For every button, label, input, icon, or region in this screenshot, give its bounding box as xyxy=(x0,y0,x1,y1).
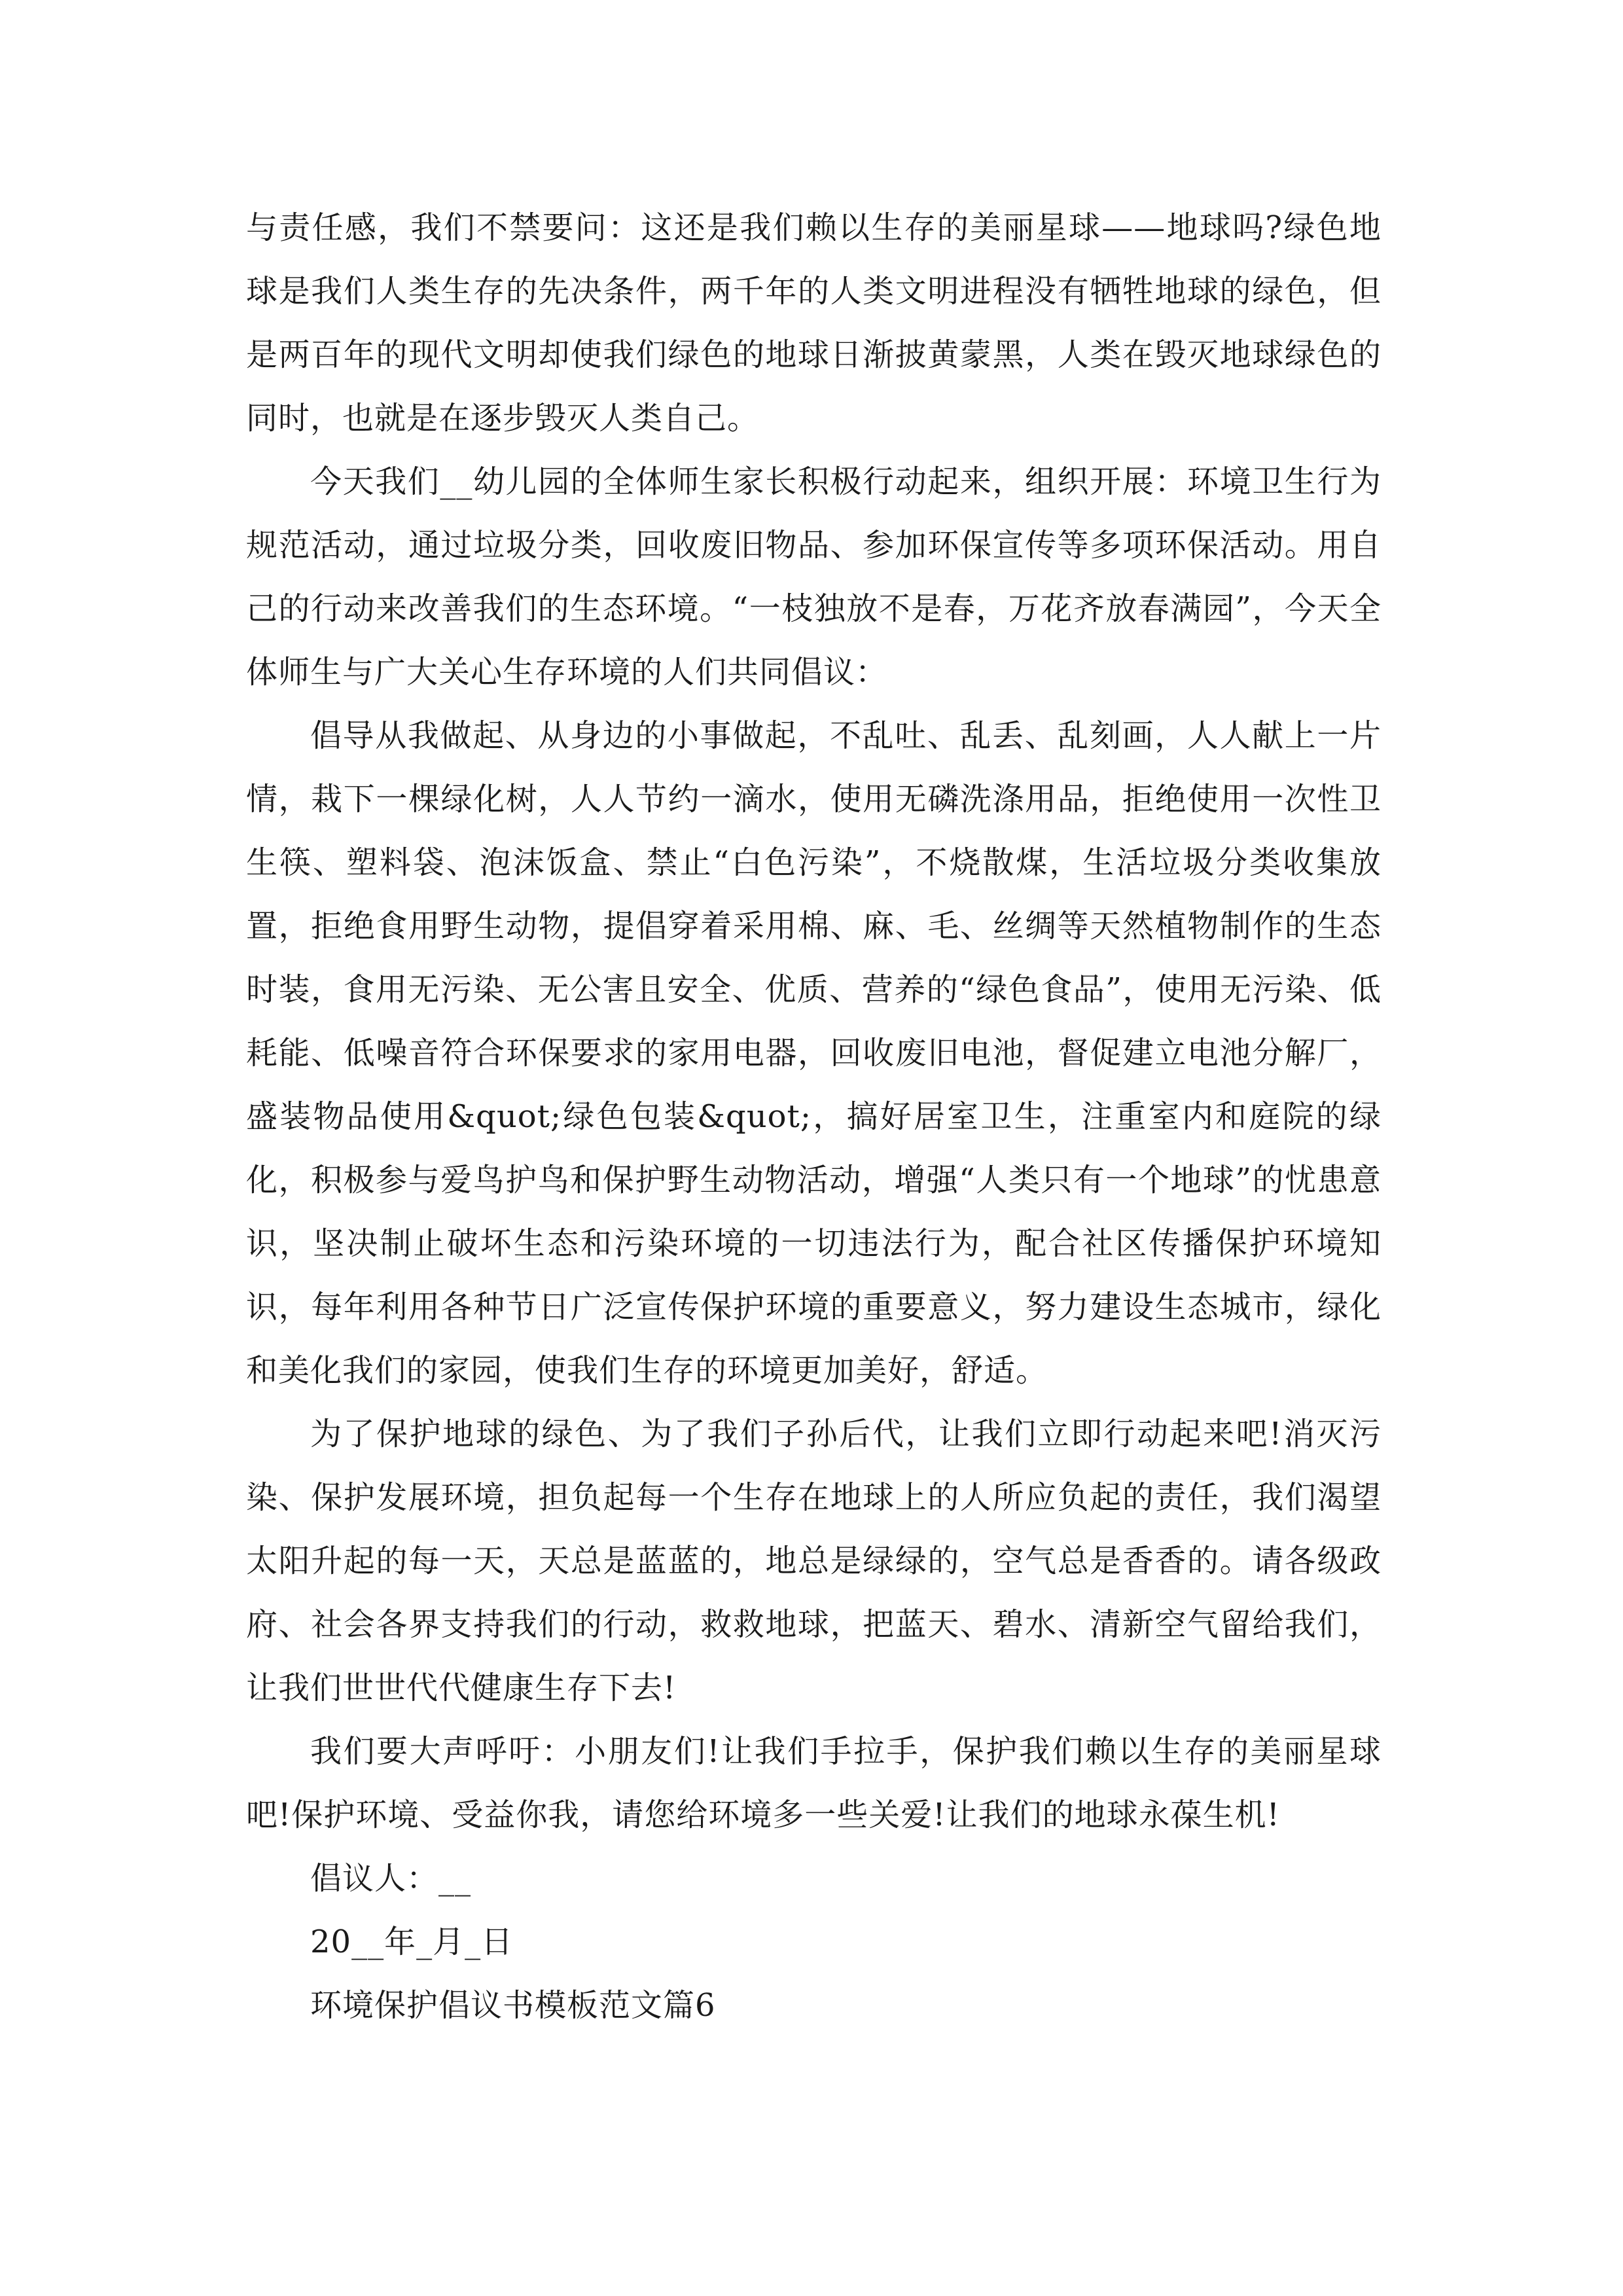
paragraph-4: 为了保护地球的绿色、为了我们子孙后代，让我们立即行动起来吧!消灭污染、保护发展环境，担负起每一个生存在地球上的人所应负起的责任，我们渴望太阳升起的每一天，天总是蓝蓝的，地总是绿绿的，空气总是香香的。请各级政府、社会各界支持我们的行动，救救地球，把蓝天、碧水、清新空气留给我们，让我们世世代代健康生存下去! xyxy=(246,1416,1382,1706)
paragraph-5: 我们要大声呼吁：小朋友们!让我们手拉手，保护我们赖以生存的美丽星球吧!保护环境、受益你我，请您给环境多一些关爱!让我们的地球永葆生机! xyxy=(246,1733,1382,1833)
paragraph-2: 今天我们__幼儿园的全体师生家长积极行动起来，组织开展：环境卫生行为规范活动，通过垃圾分类，回收废旧物品、参加环保宣传等多项环保活动。用自己的行动来改善我们的生态环境。“一枝独放不是春，万花齐放春满园”，今天全体师生与广大关心生存环境的人们共同倡议： xyxy=(246,463,1382,691)
paragraph-3: 倡导从我做起、从身边的小事做起，不乱吐、乱丢、乱刻画，人人献上一片情，栽下一棵绿化树，人人节约一滴水，使用无磷洗涤用品，拒绝使用一次性卫生筷、塑料袋、泡沫饭盒、禁止“白色污染”，不烧散煤，生活垃圾分类收集放置，拒绝食用野生动物，提倡穿着采用棉、麻、毛、丝绸等天然植物制作的生态时装，食用无污染、无公害且安全、优质、营养的“绿色食品”，使用无污染、低耗能、低噪音符合环保要求的家用电器，回收废旧电池，督促建立电池分解厂，盛装物品使用&quot;绿色包装&quot;，搞好居室卫生，注重室内和庭院的绿化，积极参与爱鸟护鸟和保护野生动物活动，增强“人类只有一个地球”的忧患意识，坚决制止破坏生态和污染环境的一切违法行为，配合社区传播保护环境知识，每年利用各种节日广泛宣传保护环境的重要意义，努力建设生态城市，绿化和美化我们的家园，使我们生存的环境更加美好，舒适。 xyxy=(246,717,1382,1389)
paragraph-1: 与责任感，我们不禁要问：这还是我们赖以生存的美丽星球——地球吗?绿色地球是我们人类生存的先决条件，两千年的人类文明进程没有牺牲地球的绿色，但是两百年的现代文明却使我们绿色的地球日渐披黄蒙黑，人类在毁灭地球绿色的同时，也就是在逐步毁灭人类自己。 xyxy=(246,209,1382,437)
next-section-title: 环境保护倡议书模板范文篇6 xyxy=(310,1987,716,2024)
date-line: 20__年_月_日 xyxy=(310,1924,514,1960)
document-page xyxy=(246,196,1382,2037)
signature-line: 倡议人：__ xyxy=(310,1860,472,1897)
